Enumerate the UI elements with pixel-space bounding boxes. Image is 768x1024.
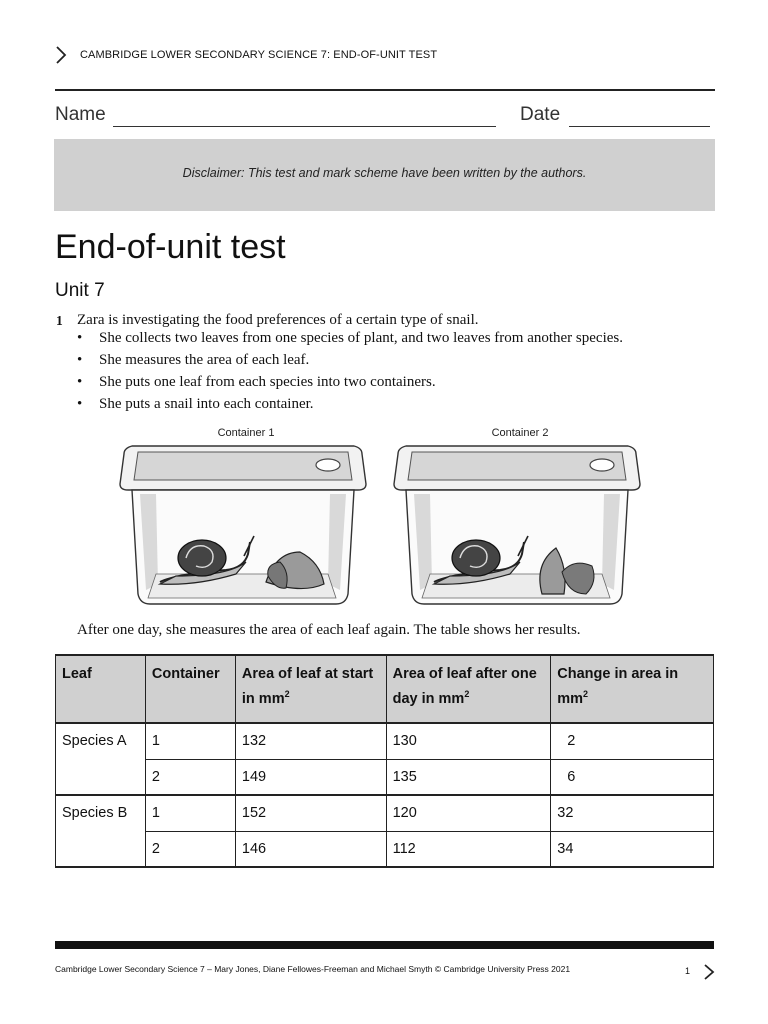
table-row: Species B 1 152 120 32 — [56, 795, 714, 831]
disclaimer-text: Disclaimer: This test and mark scheme have been written by the authors. — [182, 166, 587, 180]
table-row: Species A 1 132 130 2 — [56, 723, 714, 759]
table-row: 2 149 135 6 — [56, 759, 714, 795]
after-text: After one day, she measures the area of each leaf again. The table shows her results. — [77, 622, 581, 638]
container-2-label: Container 2 — [491, 427, 549, 439]
container-1 — [120, 446, 366, 604]
header-rule — [55, 89, 715, 91]
header-change: Change in area in $mm^2$ — [551, 655, 714, 723]
header-area-after: Area of leaf after one day in $mm^2$ — [386, 655, 551, 723]
results-table — [55, 654, 714, 868]
table-row: 2 146 112 34 — [56, 831, 714, 867]
bullet-item: • She puts one leaf from each species into two containers. — [77, 374, 436, 390]
container-1-label: Container 1 — [217, 427, 275, 439]
footer-rule — [55, 941, 714, 949]
header-leaf: Leaf — [56, 655, 146, 723]
chevron-right-icon[interactable] — [703, 963, 715, 981]
question-intro: Zara is investigating the food preferences of a certain type of snail. — [77, 312, 479, 328]
page-number: 1 — [685, 966, 691, 976]
disclaimer-box — [54, 139, 715, 211]
header-area-start: Area of leaf at start in $mm^2$ — [235, 655, 386, 723]
page-title: End-of-unit test — [55, 228, 286, 266]
running-title: CAMBRIDGE LOWER SECONDARY SCIENCE 7: END-OF-UNIT TEST — [80, 49, 438, 61]
bullet-item: • She puts a snail into each container. — [77, 396, 314, 412]
bullet-item: • She collects two leaves from one species of plant, and two leaves from another species. — [77, 330, 623, 346]
container-2 — [394, 446, 640, 604]
name-label: Name — [55, 104, 106, 125]
header-container: Container — [145, 655, 235, 723]
chevron-right-icon — [54, 45, 68, 65]
date-label: Date — [520, 104, 561, 125]
date-field[interactable] — [569, 126, 710, 127]
containers-illustration — [116, 422, 650, 608]
name-field[interactable] — [113, 126, 496, 127]
table-header-row — [56, 655, 714, 723]
question-number: 1 — [56, 313, 63, 328]
footer-credit: Cambridge Lower Secondary Science 7 – Mary Jones, Diane Fellowes-Freeman and Michael Smyth © Cambridge University Press 2021 — [55, 964, 571, 974]
bullet-item: • She measures the area of each leaf. — [77, 352, 310, 368]
unit-heading: Unit 7 — [55, 280, 105, 301]
